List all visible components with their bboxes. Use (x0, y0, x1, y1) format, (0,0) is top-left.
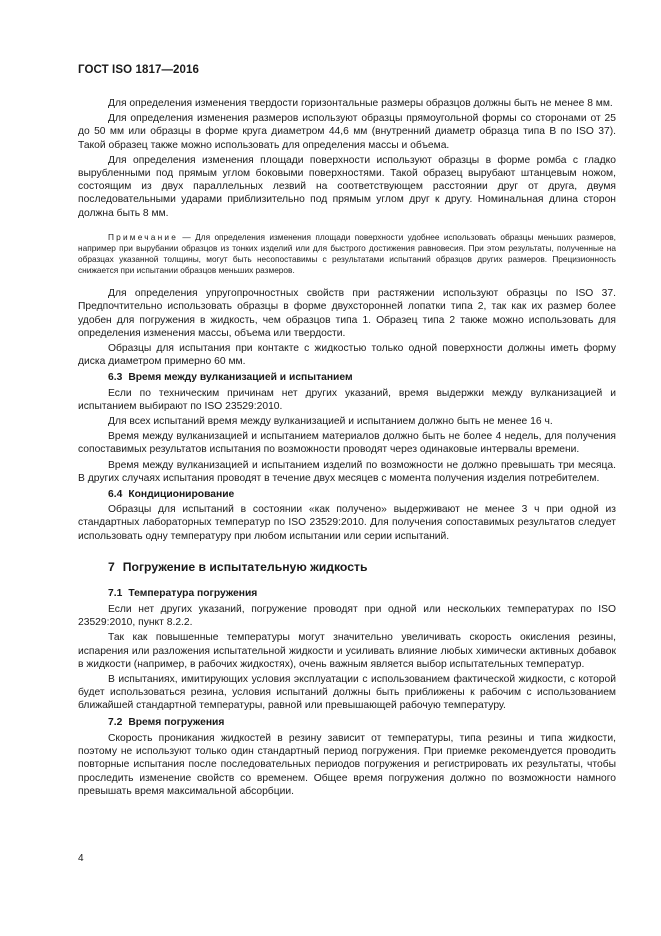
heading-6-4 (78, 488, 616, 501)
page-body (78, 97, 616, 798)
heading-title: Кондиционирование (128, 489, 235, 501)
paragraph-3-months: Время между вулканизацией и испытанием изделий по возможности не должно превышать три месяца. В других случаях испытания проводят в течение двух месяцев с момента получения изделия потребителем. (78, 459, 616, 484)
paragraph-conditioning: Образцы для испытаний в состоянии «как получено» выдерживают не менее 3 ч при одной из стандартных лабораторных температур по ISO 23529:2010. Для получения сопоставимых результатов следует использовать одну температуру при любом испытании или серии испытаний. (78, 504, 616, 542)
heading-number: 7 (108, 559, 115, 574)
paragraph-hold-time: Если по техническим причинам нет других указаний, время выдержки между вулканизацией и испытанием выбирают по ISO 23529:2010. (78, 387, 616, 412)
paragraph-immersion-time: Скорость проникания жидкостей в резину зависит от температуры, типа резины и типа жидкости, поэтому не используют только один стандартный период погружения. При приемке рекомендуется проводить повторные испытания после последовательных периодов погружения и регистрировать их результаты, чтобы проследить изменение свойств со временем. Общее время погружения должно по возможности намного превышать время максимальной абсорбции. (78, 732, 616, 797)
note (78, 232, 616, 276)
heading-7 (78, 560, 616, 575)
running-header: ГОСТ ISO 1817—2016 (78, 64, 200, 76)
heading-7-2 (78, 716, 616, 729)
heading-number: 7.1 (108, 587, 123, 599)
paragraph-service-conditions: В испытаниях, имитирующих условия эксплуатации с использованием фактической жидкости, с которой будет использоваться резина, условия испытаний должны быть приближены к рабочим с использованием ближайшей стандартной температуры, равной или превышающей рабочую температуру. (78, 674, 616, 712)
heading-6-3 (78, 371, 616, 384)
note-text: — Для определения изменения площади поверхности удобнее использовать образцы меньших размеров, например при вырубании образцов из тонких изделий или для быстрого достижения равновесия. При этом результаты, полученные на образцах указанной толщины, могут быть несопоставимы с результатами испытаний образцов других размеров. Прецизионность снижается при испытании образцов меньших размеров. (78, 231, 616, 276)
paragraph-hardness: Для определения изменения твердости горизонтальные размеры образцов должны быть не менее 8 мм. (108, 98, 613, 109)
heading-7-1 (78, 587, 616, 600)
paragraph-dimensions: Для определения изменения размеров используют образцы прямоугольной формы со сторонами от 25 до 50 мм или образцы в форме круга диаметром 44,6 мм (внутренний диаметр образца типа В по ISO 37). Такой образец также можно использовать для определения массы и объема. (78, 113, 616, 151)
heading-title: Температура погружения (128, 587, 258, 599)
heading-number: 6.4 (108, 489, 123, 501)
paragraph-min-16h: Для всех испытаний время между вулканизацией и испытанием должно быть не менее 16 ч. (108, 416, 553, 428)
heading-title: Время между вулканизацией и испытанием (128, 372, 353, 384)
paragraph-4-weeks: Время между вулканизацией и испытанием материалов должно быть не более 4 недель, для получения сопоставимых результатов испытания по возможности проводят через одинаковые интервалы времени. (78, 431, 616, 456)
paragraph-temperature: Если нет других указаний, погружение проводят при одной или нескольких температурах по ISO 23529:2010, пункт 8.2.2. (78, 604, 616, 629)
paragraph-tensile: Для определения упругопрочностных свойств при растяжении используют образцы по ISO 37. Предпочтительно использовать образцы в форме двухсторонней лопатки типа 2, так как их размер более удобен для погружения в жидкость, чем образцов типа 1. Образец типа 2 также можно использовать для определения изменения массы, объема или твердости. (78, 288, 616, 339)
heading-title: Время погружения (128, 716, 225, 728)
paragraph-surface-area: Для определения изменения площади поверхности используют образцы в форме ромба с гладко вырубленными под прямым углом боковыми поверхностями. Такой образец вырубают штанцевым ножом, состоящим из двух параллельных лезвий на соответствующем расстоянии друг от друга, двумя последовательными ударами приблизительно под прямым углом друг к другу. Номинальная длина сторон должна быть 8 мм. (78, 154, 616, 219)
heading-title: Погружение в испытательную жидкость (122, 559, 368, 574)
paragraph-oxidation: Так как повышенные температуры могут значительно увеличивать скорость окисления резины, испарения или разложения испытательной жидкости и усиливать влияние любых химически активных добавок в жидкости (например, в рабочих жидкостях), очень важным является выбор испытательных температур. (78, 632, 616, 670)
page-number: 4 (78, 853, 84, 864)
paragraph-disc: Образцы для испытания при контакте с жидкостью только одной поверхности должны иметь форму диска диаметром примерно 60 мм. (78, 343, 616, 368)
heading-number: 6.3 (108, 372, 123, 384)
heading-number: 7.2 (108, 716, 123, 728)
note-label: Примечание (108, 231, 179, 242)
